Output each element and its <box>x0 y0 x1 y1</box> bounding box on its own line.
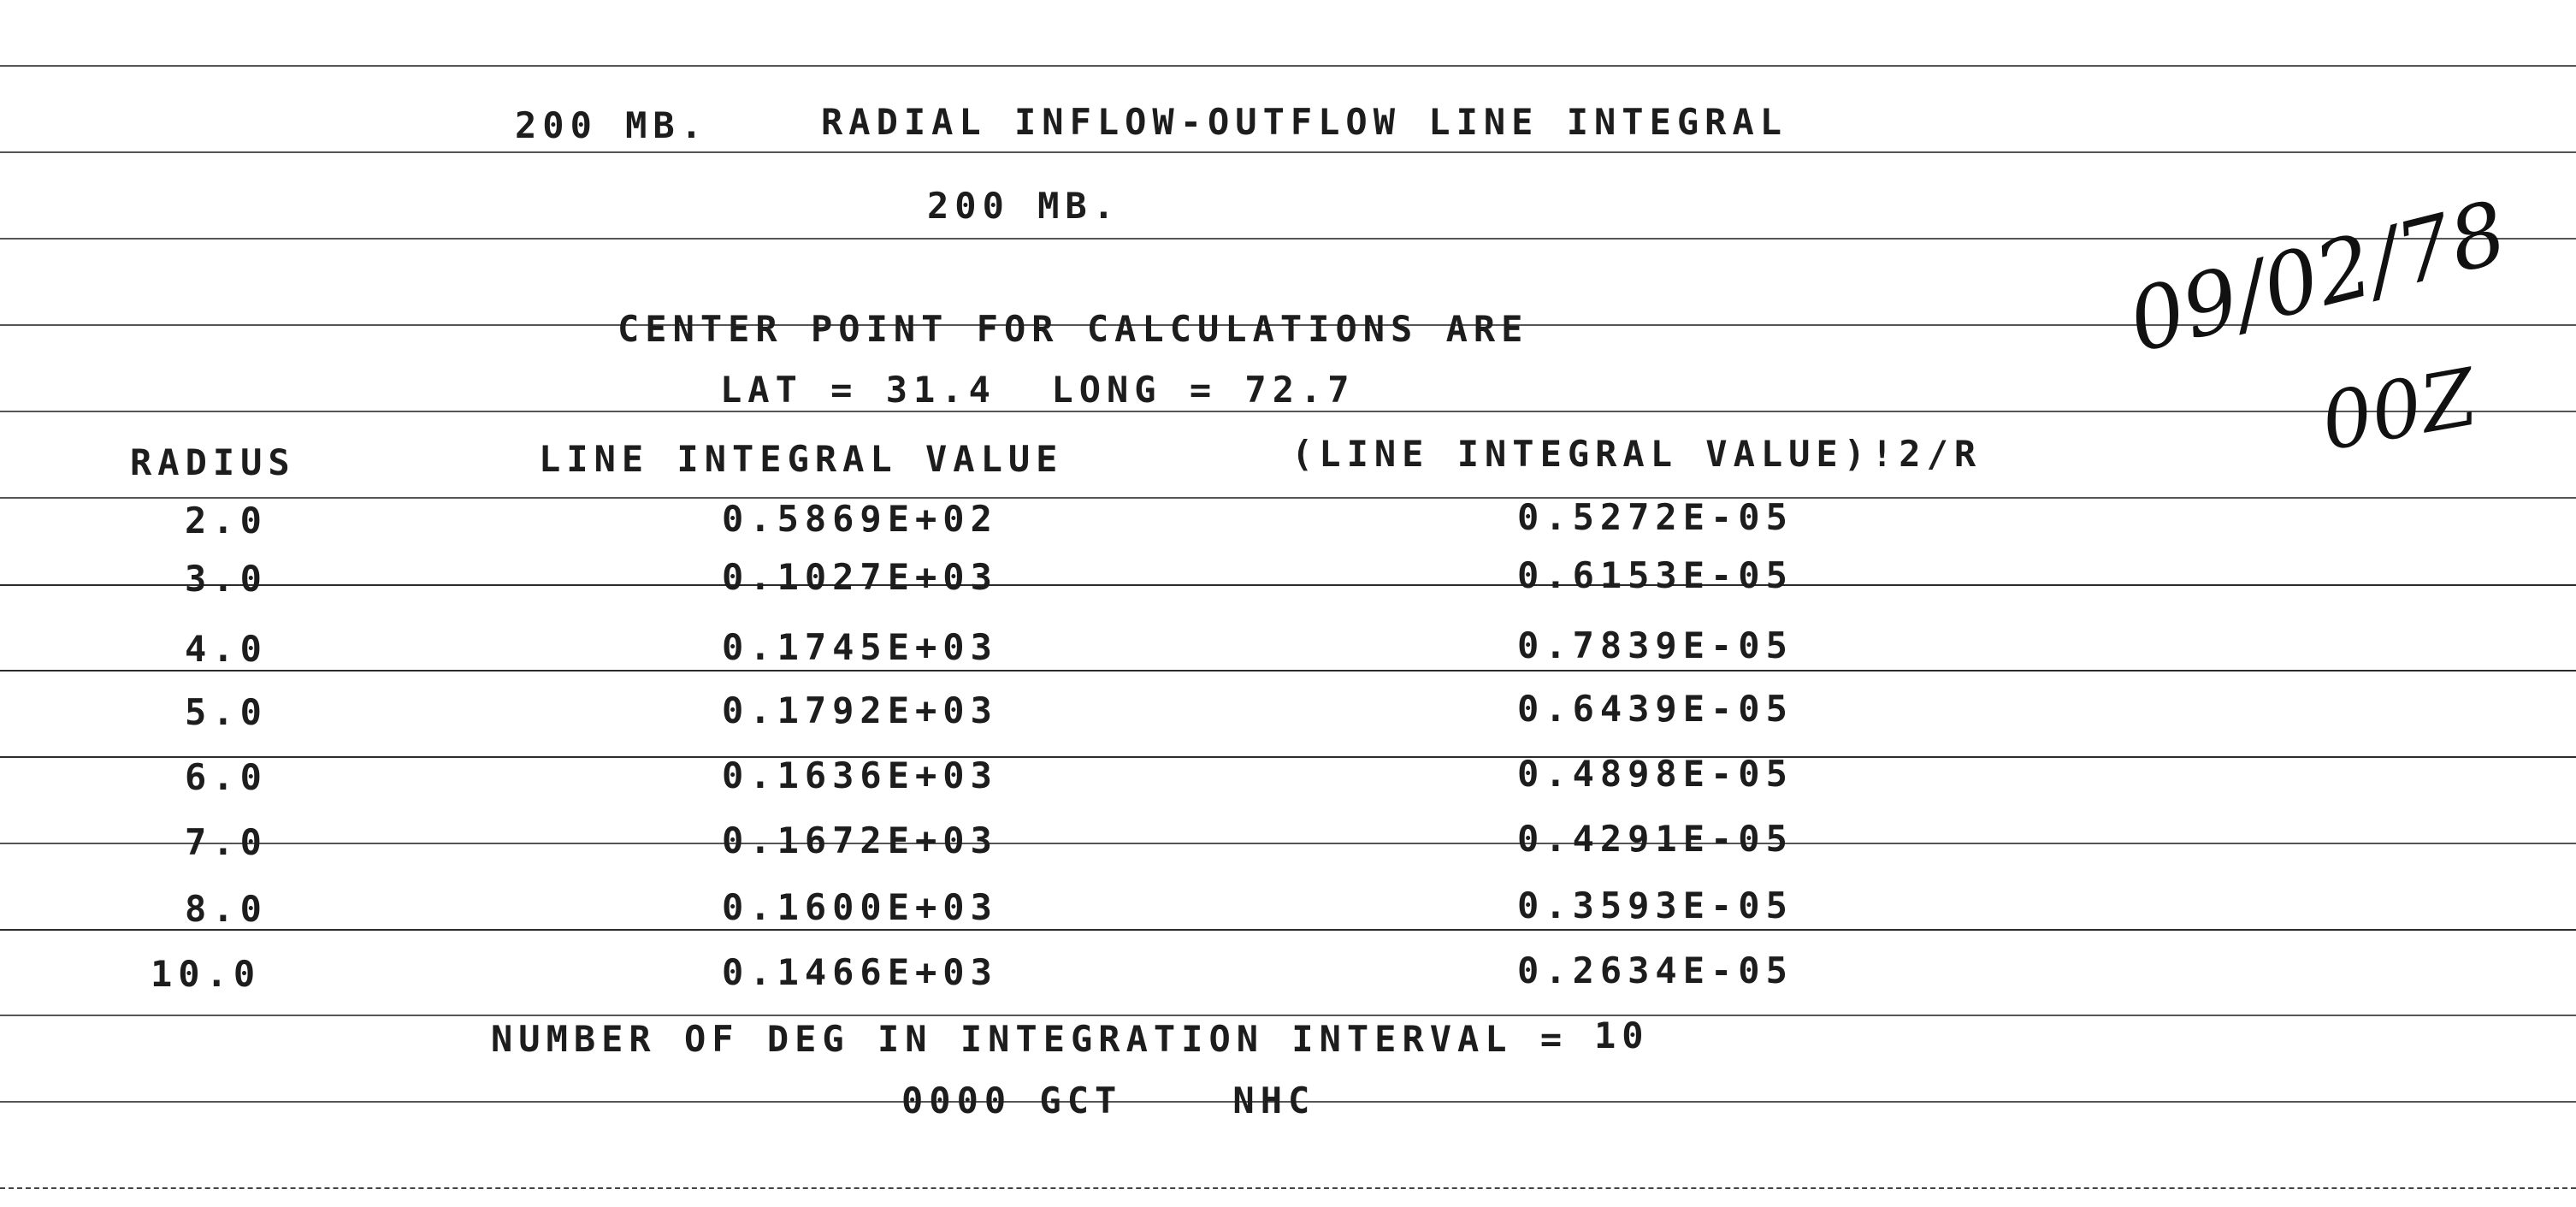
radius-cell: 6.0 <box>185 756 268 798</box>
normalized-integral-cell: 0.5272E-05 <box>1517 496 1793 538</box>
radius-cell: 8.0 <box>185 888 268 930</box>
paper-rule <box>0 65 2576 67</box>
integration-interval-label: NUMBER OF DEG IN INTEGRATION INTERVAL = <box>491 1018 1569 1060</box>
column-header-radius: RADIUS <box>130 441 296 483</box>
radius-cell: 2.0 <box>185 500 268 541</box>
radius-cell: 4.0 <box>185 628 268 670</box>
paper-rule <box>0 151 2576 153</box>
line-integral-cell: 0.1792E+03 <box>722 689 998 731</box>
line-integral-cell: 0.1600E+03 <box>722 886 998 928</box>
paper-rule <box>0 670 2576 672</box>
line-integral-cell: 0.5869E+02 <box>722 498 998 540</box>
center-point-caption: CENTER POINT FOR CALCULATIONS ARE <box>617 308 1529 350</box>
normalized-integral-cell: 0.4898E-05 <box>1517 753 1793 795</box>
paper-rule <box>0 584 2576 586</box>
paper-rule <box>0 756 2576 758</box>
integration-interval-value: 10 <box>1594 1015 1650 1056</box>
paper-rule <box>0 1015 2576 1016</box>
line-integral-cell: 0.1027E+03 <box>722 556 998 598</box>
paper-rule <box>0 843 2576 844</box>
radius-cell: 3.0 <box>185 558 268 600</box>
handwritten-date: 09/02/78 <box>2118 181 2516 372</box>
line-integral-cell: 0.1672E+03 <box>722 819 998 861</box>
center-coordinates: LAT = 31.4 LONG = 72.7 <box>720 369 1356 411</box>
normalized-integral-cell: 0.4291E-05 <box>1517 818 1793 860</box>
paper-rule <box>0 411 2576 412</box>
radius-cell: 10.0 <box>151 953 262 995</box>
report-title: RADIAL INFLOW-OUTFLOW LINE INTEGRAL <box>821 101 1788 143</box>
normalized-integral-cell: 0.6439E-05 <box>1517 688 1793 730</box>
line-integral-cell: 0.1636E+03 <box>722 754 998 796</box>
radius-cell: 7.0 <box>185 821 268 863</box>
column-header-normalized-integral: (LINE INTEGRAL VALUE)!2/R <box>1291 433 1982 475</box>
paper-rule <box>0 238 2576 240</box>
pressure-sublevel: 200 MB. <box>927 185 1121 227</box>
radius-cell: 5.0 <box>185 691 268 733</box>
normalized-integral-cell: 0.2634E-05 <box>1517 950 1793 991</box>
time-office-stamp: 0000 GCT NHC <box>901 1080 1316 1121</box>
paper-rule <box>0 1187 2576 1189</box>
paper-rule <box>0 497 2576 499</box>
normalized-integral-cell: 0.7839E-05 <box>1517 624 1793 666</box>
line-integral-cell: 0.1466E+03 <box>722 951 998 993</box>
normalized-integral-cell: 0.3593E-05 <box>1517 885 1793 926</box>
pressure-level: 200 MB. <box>515 104 709 146</box>
handwritten-time-code: 00Z <box>2314 351 2484 469</box>
paper-rule <box>0 929 2576 931</box>
normalized-integral-cell: 0.6153E-05 <box>1517 554 1793 596</box>
column-header-line-integral: LINE INTEGRAL VALUE <box>539 438 1064 480</box>
line-integral-cell: 0.1745E+03 <box>722 626 998 668</box>
